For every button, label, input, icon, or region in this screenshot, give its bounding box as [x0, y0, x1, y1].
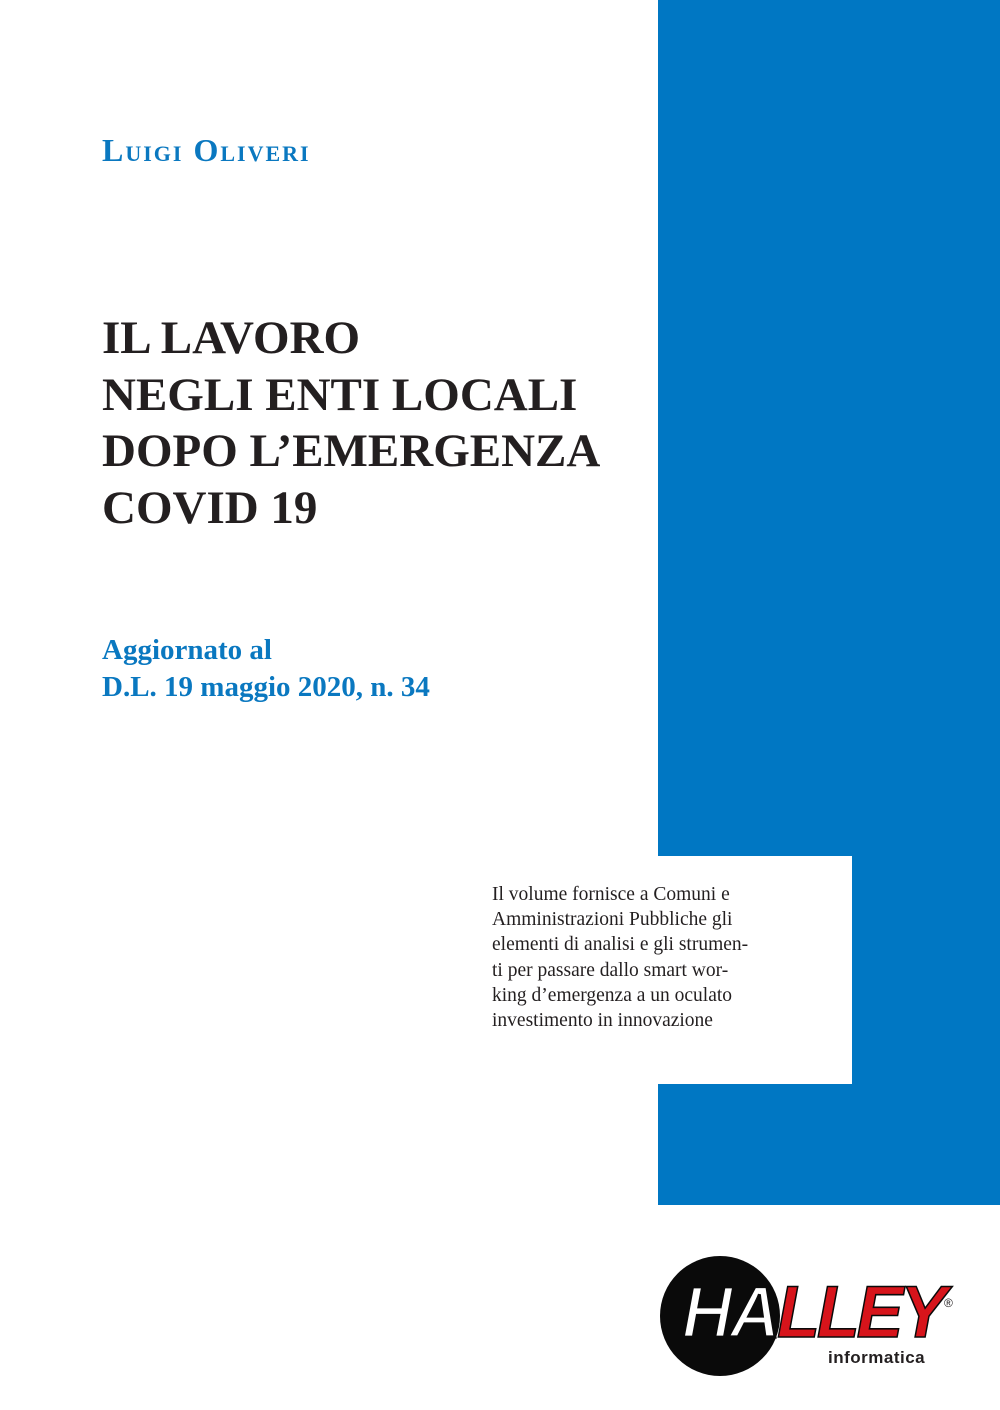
- blurb-line: Il volume fornisce a Comuni e: [492, 884, 730, 905]
- edition-note: [102, 632, 430, 706]
- blurb-line: ti per passare dallo smart wor-: [492, 959, 729, 981]
- author-name: Luigi Oliveri: [102, 132, 311, 168]
- edition-note-line: D.L. 19 maggio 2020, n. 34: [102, 671, 430, 703]
- registered-mark: ®: [944, 1296, 953, 1310]
- title-line: IL LAVORO: [102, 312, 361, 364]
- logo-wordmark: [682, 1270, 944, 1354]
- book-title: [102, 310, 600, 536]
- title-line: DOPO L’EMERGENZA: [102, 425, 601, 477]
- blurb-line: king d’emergenza a un oculato: [492, 984, 733, 1006]
- blurb-line: Amministrazioni Pubbliche gli: [492, 909, 733, 931]
- blurb-text: [492, 882, 832, 1033]
- title-line: NEGLI ENTI LOCALI: [102, 368, 578, 421]
- blurb-line: elementi di analisi e gli strumen-: [492, 934, 749, 956]
- blurb-box: [470, 856, 852, 1084]
- logo-subtitle: informatica: [828, 1348, 926, 1367]
- logo-wordmark-part: HA: [682, 1271, 778, 1353]
- blurb-line: investimento in innovazione: [492, 1010, 713, 1032]
- logo-wordmark-part: LLEY: [777, 1271, 945, 1353]
- halley-logo: [660, 1256, 960, 1386]
- edition-note-line: Aggiornato al: [102, 634, 272, 666]
- title-line: COVID 19: [102, 481, 318, 534]
